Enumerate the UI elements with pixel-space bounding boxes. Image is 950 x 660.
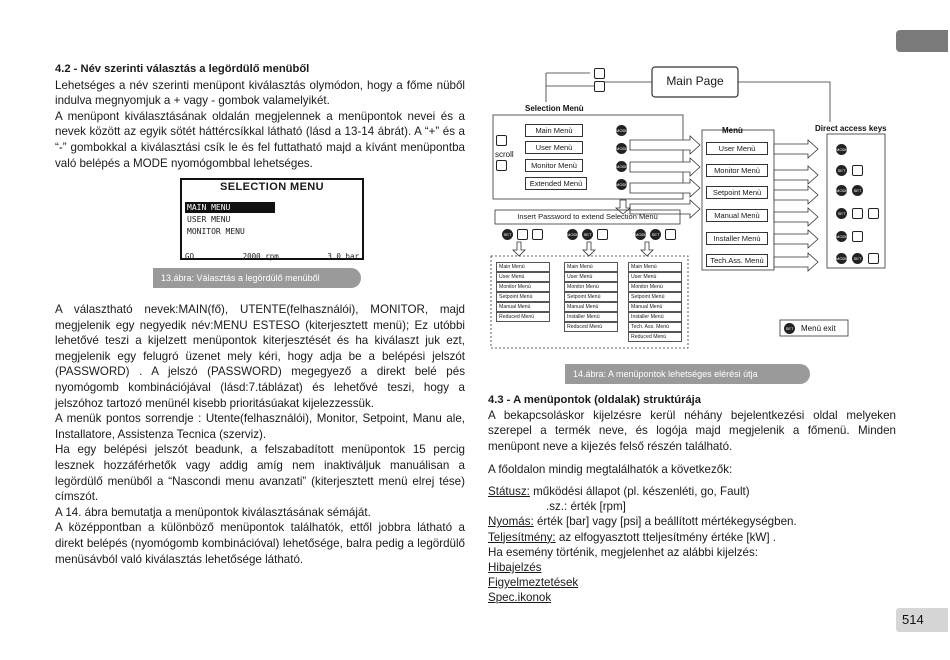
mini-menu-item: Main Menù	[564, 262, 618, 272]
rpm-text: .sz.: érték [rpm]	[546, 500, 626, 514]
mini-menu-item: Reduced Menù	[564, 322, 618, 332]
lcd-row: MONITOR MENU	[187, 227, 245, 236]
figure-13-caption: 13.ábra: Választás a legördülő menüből	[153, 268, 361, 288]
lcd-title: SELECTION MENU	[220, 181, 324, 193]
mode-button-icon: MODE	[635, 229, 646, 240]
section-title-4-2: 4.2 - Név szerinti választás a legördülő menüből	[55, 63, 310, 75]
plus-button-icon	[665, 229, 676, 240]
paragraph: A főoldalon mindig megtalálhatók a következők:	[488, 462, 733, 476]
mini-menu-item: Setpoint Menù	[628, 292, 682, 302]
status-label: Státusz:	[488, 485, 530, 499]
mode-button-icon: MODE	[836, 231, 847, 242]
page-tab-marker	[896, 30, 948, 52]
menu-item: Setpoint Menù	[706, 186, 768, 199]
set-button-icon: SET	[582, 229, 593, 240]
pressure-text: érték [bar] vagy [psi] a beállított mértékegységben.	[533, 515, 797, 529]
pressure-line	[488, 514, 896, 529]
mini-menu-item: Monitor Menù	[564, 282, 618, 292]
power-text: az elfogyasztott tteljesítmény értéke [kW] .	[555, 530, 777, 544]
plus-button-icon	[532, 229, 543, 240]
mini-menu-item: Setpoint Menù	[496, 292, 550, 302]
minus-button-icon	[868, 253, 879, 264]
lcd-status-line	[185, 252, 359, 261]
minus-button-icon	[852, 231, 863, 242]
rpm-line	[488, 499, 896, 514]
paragraph: Ha egy belépési jelszót beadunk, a felszabadított menüpontok 15 percig lesznek hozzáférhetők vagy addig amíg nem inaktiváljuk manuálisan a legördülő menüből a “Nascondi menu avanzati” (kiterjesztett menü elrej tése) címszót.	[55, 443, 465, 504]
paragraph: A középpontban a különböző menüpontok találhatók, ettől jobbra látható a direkt belépés (nyomógomb kombinációval) lehetősége, balra pedig a legördülő menüsávból való kiválasztás lehetősége látható.	[55, 521, 465, 566]
page-number: 514	[902, 612, 924, 627]
mini-menu-item: Manual Menù	[628, 302, 682, 312]
mini-menu-item: Manual Menù	[564, 302, 618, 312]
direct-keys-label: Direct access keys	[815, 124, 887, 133]
set-button-icon: SET	[852, 185, 863, 196]
plus-button-icon	[496, 135, 507, 146]
mini-menu-item: Monitor Menù	[628, 282, 682, 292]
selection-item: Main Menù	[525, 124, 583, 137]
right-column	[488, 393, 896, 606]
set-button-icon: SET	[836, 208, 847, 219]
mode-button-icon: MODE	[836, 185, 847, 196]
power-label: Teljesítmény:	[488, 530, 556, 544]
mode-button-icon: MODE	[567, 229, 578, 240]
minus-button-icon	[517, 229, 528, 240]
paragraph: A bekapcsoláskor kijelzésre kerül néhány bejelentkezési oldal melyeken szerepel a termék neve, és logója majd megjelenik a főmenü. Minden menüpont neve a kijezés felső részén található.	[488, 409, 896, 453]
mode-button-icon: MODE	[836, 144, 847, 155]
mini-menu-item: Main Menù	[496, 262, 550, 272]
lcd-row-selected: MAIN MENU	[185, 202, 275, 213]
minus-button-icon	[594, 68, 605, 79]
menu-item: Installer Menù	[706, 232, 768, 245]
mini-menu-item: Reduced Menù	[496, 312, 550, 322]
paragraph: A választható nevek:MAIN(fő), UTENTE(felhasználói), MONITOR, majd megjelenik egy negyedik név:MENU ESTESO (kiterjesztett menü); Ez utóbbi lehetővé teszi a kijelzett menüpontok kiterjesztését és ha kiválaszt juk ezt, megjelenik egy felugró üzenet mely kéri, hogy adja be a belépési jelszót (PASSWORD) . A jelszó (PASSWORD) megegyező a direkt belé pés nyomógomb kombinációjával (lásd:7.táblázat) és lehetővé teszi, hogy a jelszóhoz tartozó menünél kisebb prioritásúakat kijelezzessük.	[55, 303, 465, 410]
selection-item: Monitor Menù	[525, 159, 583, 172]
mini-menu-item: User Menù	[564, 272, 618, 282]
main-page-box: Main Page	[666, 74, 724, 88]
mini-menu-item: Reduced Menù	[628, 332, 682, 342]
mini-menu-item: User Menù	[628, 272, 682, 282]
lcd-status: GO	[185, 252, 195, 261]
selection-item: User Menù	[525, 141, 583, 154]
mini-menu-item: Main Menù	[628, 262, 682, 272]
event-line: Ha esemény történik, megjelenhet az alábbi kijelzés:	[488, 545, 759, 559]
selection-item: Extended Menù	[525, 177, 587, 190]
scroll-label: scroll	[495, 150, 514, 159]
status-text: működési állapot (pl. készenléti, go, Fault)	[529, 485, 750, 499]
mode-button-icon: MODE	[836, 253, 847, 264]
pressure-label: Nyomás:	[488, 515, 534, 529]
set-button-icon: SET	[852, 253, 863, 264]
left-column-lower	[55, 302, 465, 567]
paragraph: A menüpont kiválasztásának oldalán megjelennek a menüpontok nevei és a nevek között az egyik sötét háttércsíkkal látható (lásd a 13-14 ábrát). A “+” és a “-” gombokkal a kiválasztási csík le és fel futtatható majd a kívánt menüpontba való belépés a MODE nyomógombbal lehetséges.	[55, 109, 465, 170]
mini-menu-item: Setpoint Menù	[564, 292, 618, 302]
set-button-icon: SET	[502, 229, 513, 240]
plus-button-icon	[594, 81, 605, 92]
paragraph: A menük pontos sorrendje : Utente(felhasználói), Monitor, Setpoint, Manu ale, Installatore, Assistenza Tecnica (szerviz).	[55, 412, 465, 441]
menu-exit-label: Menù exit	[801, 324, 836, 333]
menu-structure-diagram	[490, 62, 896, 362]
menu-header-label: Menù	[722, 126, 743, 135]
menu-item: Tech.Ass. Menù	[706, 254, 768, 267]
mini-menu-item: Installer Menù	[628, 312, 682, 322]
section-title-4-3: 4.3 - A menüpontok (oldalak) struktúrája	[488, 394, 702, 406]
lcd-row: USER MENU	[187, 215, 231, 224]
minus-button-icon	[597, 229, 608, 240]
menu-item: Monitor Menù	[706, 164, 768, 177]
mode-button-icon: MODE	[616, 179, 627, 190]
menu-item: Manual Menù	[706, 209, 768, 222]
error-item: Hibajelzés	[488, 561, 542, 575]
set-button-icon: SET	[784, 323, 795, 334]
icons-item: Spec.ikonok	[488, 591, 552, 605]
mini-menu-item: User Menù	[496, 272, 550, 282]
lcd-rpm: 2000 rpm	[242, 252, 279, 261]
warning-item: Figyelmeztetések	[488, 576, 579, 590]
minus-button-icon	[852, 165, 863, 176]
figure-14-caption: 14.ábra: A menüpontok lehetséges elérési útja	[565, 364, 810, 384]
selection-menu-label: Selection Menù	[525, 104, 584, 113]
lcd-pressure: 3,0 bar	[327, 252, 359, 261]
mini-menu-item: Tech. Ass. Menù	[628, 322, 682, 332]
plus-button-icon	[852, 208, 863, 219]
minus-button-icon	[496, 160, 507, 171]
mini-menu-item: Monitor Menù	[496, 282, 550, 292]
paragraph: Lehetséges a név szerinti menüpont kiválasztás olymódon, hogy a főme nüből indulva megnyomjuk a + vagy - gombok valamelyikét.	[55, 78, 465, 108]
power-line	[488, 530, 896, 545]
mode-button-icon: MODE	[616, 125, 627, 136]
status-line	[488, 484, 896, 499]
set-button-icon: SET	[650, 229, 661, 240]
minus-button-icon	[868, 208, 879, 219]
mini-menu-item: Manual Menù	[496, 302, 550, 312]
mini-menu-item: Installer Menù	[564, 312, 618, 322]
mode-button-icon: MODE	[616, 161, 627, 172]
paragraph: A 14. ábra bemutatja a menüpontok kiválasztásának sémáját.	[55, 505, 371, 519]
mode-button-icon: MODE	[616, 143, 627, 154]
menu-item: User Menù	[706, 142, 768, 155]
insert-password-box: Insert Password to extend Selection Menù	[517, 212, 658, 221]
lcd-selection-menu	[180, 178, 364, 260]
set-button-icon: SET	[836, 165, 847, 176]
left-column	[55, 62, 465, 171]
